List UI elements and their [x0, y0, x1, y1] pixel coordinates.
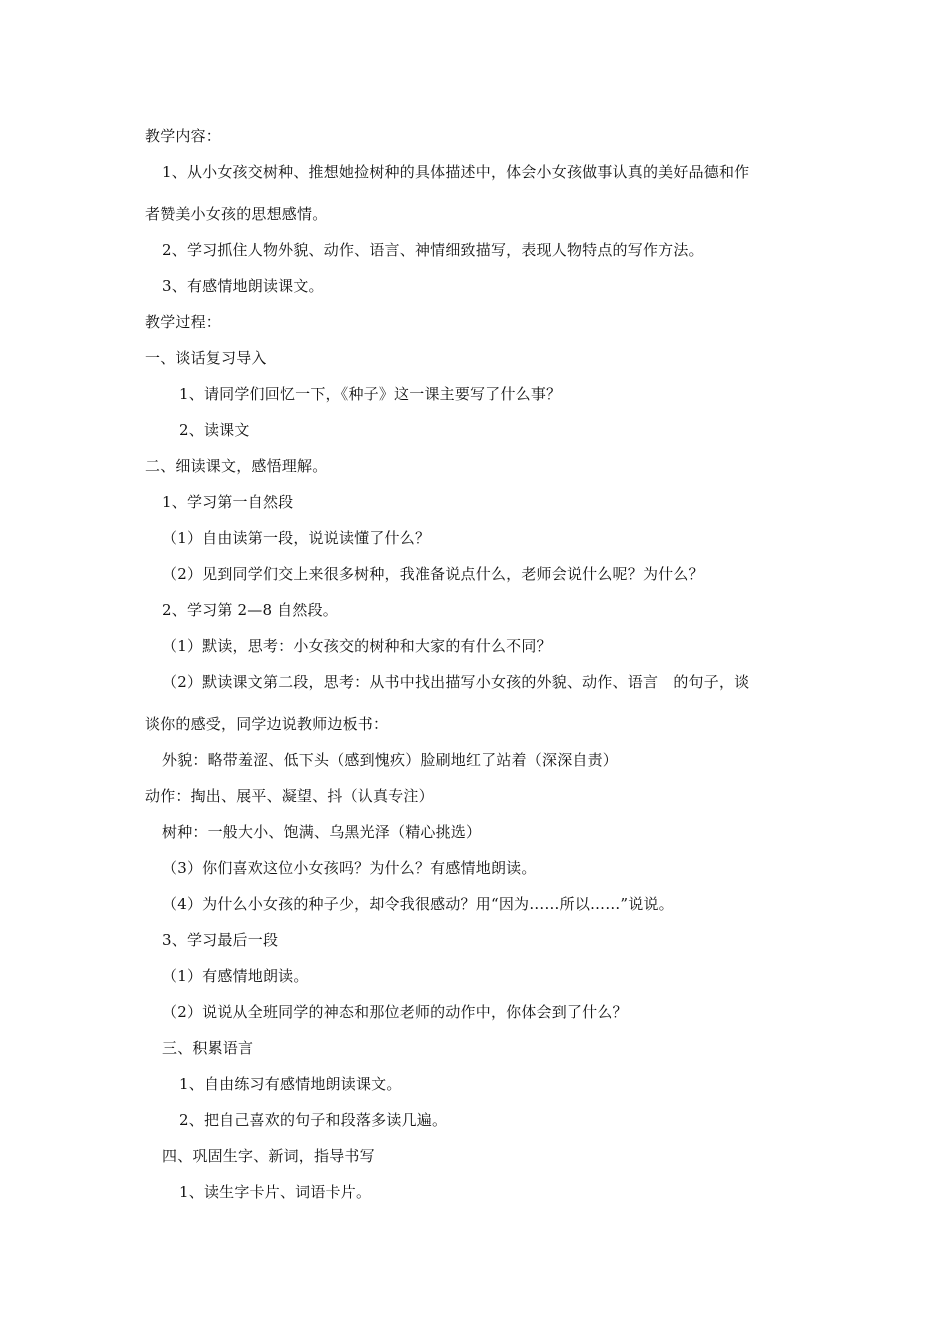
- section-2-item-2-question-3: （3）你们喜欢这位小女孩吗？为什么？有感情地朗读。: [162, 859, 537, 877]
- section-2-item-3-question-2: （2）说说从全班同学的神态和那位老师的动作中，你体会到了什么？: [162, 1003, 628, 1021]
- objective-2: 2、学习抓住人物外貌、动作、语言、神情细致描写，表现人物特点的写作方法。: [162, 241, 704, 259]
- section-2-item-1-question-1: （1）自由读第一段，说说读懂了什么？: [162, 529, 431, 547]
- section-2-item-2: 2、学习第 2—8 自然段。: [162, 601, 338, 619]
- section-2-item-2-question-2-line-1: （2）默读课文第二段，思考：从书中找出描写小女孩的外貌、动作、语言 的句子，谈: [162, 673, 750, 691]
- section-2-item-3-question-1: （1）有感情地朗读。: [162, 967, 309, 985]
- section-2-item-2-question-2-line-2: 谈你的感受，同学边说教师边板书：: [145, 715, 389, 733]
- section-1-item-1: 1、请同学们回忆一下，《种子》这一课主要写了什么事？: [179, 385, 562, 403]
- section-2-item-2-question-1: （1）默读，思考：小女孩交的树种和大家的有什么不同？: [162, 637, 552, 655]
- section-3-item-2: 2、把自己喜欢的句子和段落多读几遍。: [179, 1111, 448, 1129]
- board-appearance: 外貌：略带羞涩、低下头（感到愧疚）脸刷地红了站着（深深自责）: [162, 751, 619, 769]
- section-2-item-1: 1、学习第一自然段: [162, 493, 294, 511]
- section-2-title: 二、细读课文，感悟理解。: [145, 457, 328, 475]
- section-4-item-1: 1、读生字卡片、词语卡片。: [179, 1183, 372, 1201]
- section-1-item-2: 2、读课文: [179, 421, 250, 439]
- section-3-item-1: 1、自由练习有感情地朗读课文。: [179, 1075, 402, 1093]
- heading-teaching-content: 教学内容：: [145, 127, 222, 145]
- section-4-title: 四、巩固生字、新词，指导书写: [162, 1147, 375, 1165]
- section-2-item-3: 3、学习最后一段: [162, 931, 279, 949]
- board-action: 动作：掏出、展平、凝望、抖（认真专注）: [145, 787, 434, 805]
- board-seeds: 树种：一般大小、饱满、乌黑光泽（精心挑选）: [162, 823, 482, 841]
- heading-teaching-process: 教学过程：: [145, 313, 222, 331]
- section-1-title: 一、谈话复习导入: [145, 349, 267, 367]
- section-2-item-2-question-4: （4）为什么小女孩的种子少，却令我很感动？用“因为……所以……”说说。: [162, 895, 674, 913]
- section-2-item-1-question-2: （2）见到同学们交上来很多树种，我准备说点什么，老师会说什么呢？为什么？: [162, 565, 704, 583]
- objective-1-line-2: 者赞美小女孩的思想感情。: [145, 205, 328, 223]
- objective-1-line-1: 1、从小女孩交树种、推想她捡树种的具体描述中，体会小女孩做事认真的美好品德和作: [162, 163, 750, 181]
- objective-3: 3、有感情地朗读课文。: [162, 277, 324, 295]
- section-3-title: 三、积累语言: [162, 1039, 254, 1057]
